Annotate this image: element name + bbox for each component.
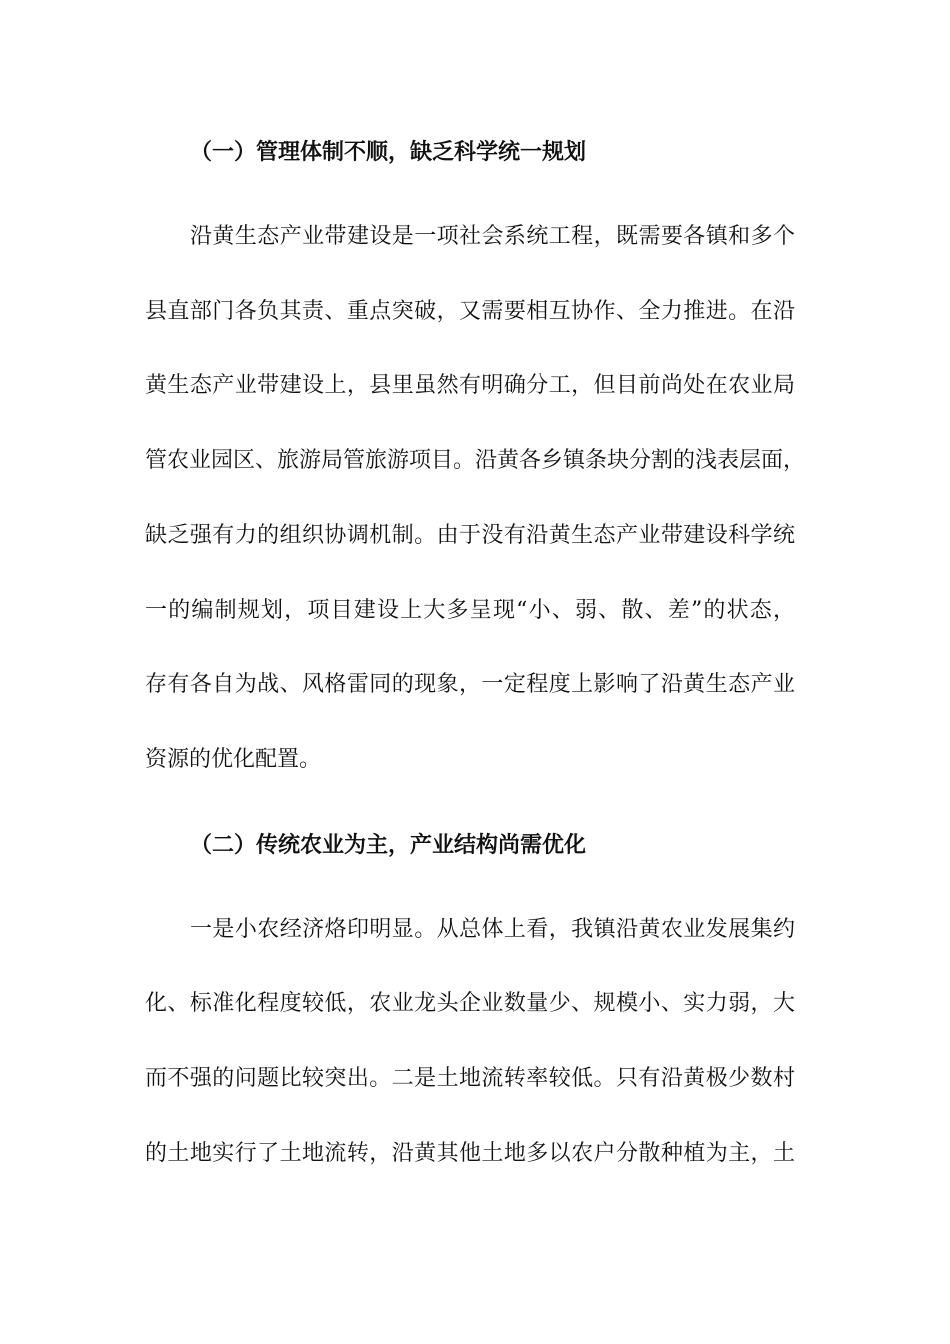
paragraph-line: 缺乏强有力的组织协调机制。由于没有沿黄生态产业带建设科学统 <box>145 523 795 548</box>
paragraph-line: 管农业园区、旅游局管旅游项目。沿黄各乡镇条块分割的浅表层面， <box>145 448 806 473</box>
paragraph-line: 的土地实行了土地流转，沿黄其他土地多以农户分散种植为主，土 <box>145 1141 795 1166</box>
paragraph-line: 县直部门各负其责、重点突破，又需要相互协作、全力推进。在沿 <box>145 299 795 324</box>
paragraph-line: 资源的优化配置。 <box>145 747 322 772</box>
paragraph-line: 化、标准化程度较低，农业龙头企业数量少、规模小、实力弱，大 <box>145 991 795 1016</box>
paragraph-line: 而不强的问题比较突出。二是土地流转率较低。只有沿黄极少数村 <box>145 1066 795 1091</box>
paragraph-line: 一的编制规划，项目建设上大多呈现“小、弱、散、差”的状态， <box>145 598 795 623</box>
section-heading-1: （一）管理体制不顺，缺乏科学统一规划 <box>190 139 587 165</box>
paragraph-line: 存有各自为战、风格雷同的现象，一定程度上影响了沿黄生态产业 <box>145 672 795 697</box>
paragraph-line: 一是小农经济烙印明显。从总体上看，我镇沿黄农业发展集约 <box>190 917 795 942</box>
paragraph-line: 沿黄生态产业带建设是一项社会系统工程，既需要各镇和多个 <box>190 224 795 249</box>
section-heading-2: （二）传统农业为主，产业结构尚需优化 <box>190 832 587 858</box>
paragraph-line: 黄生态产业带建设上，县里虽然有明确分工，但目前尚处在农业局 <box>145 373 795 398</box>
